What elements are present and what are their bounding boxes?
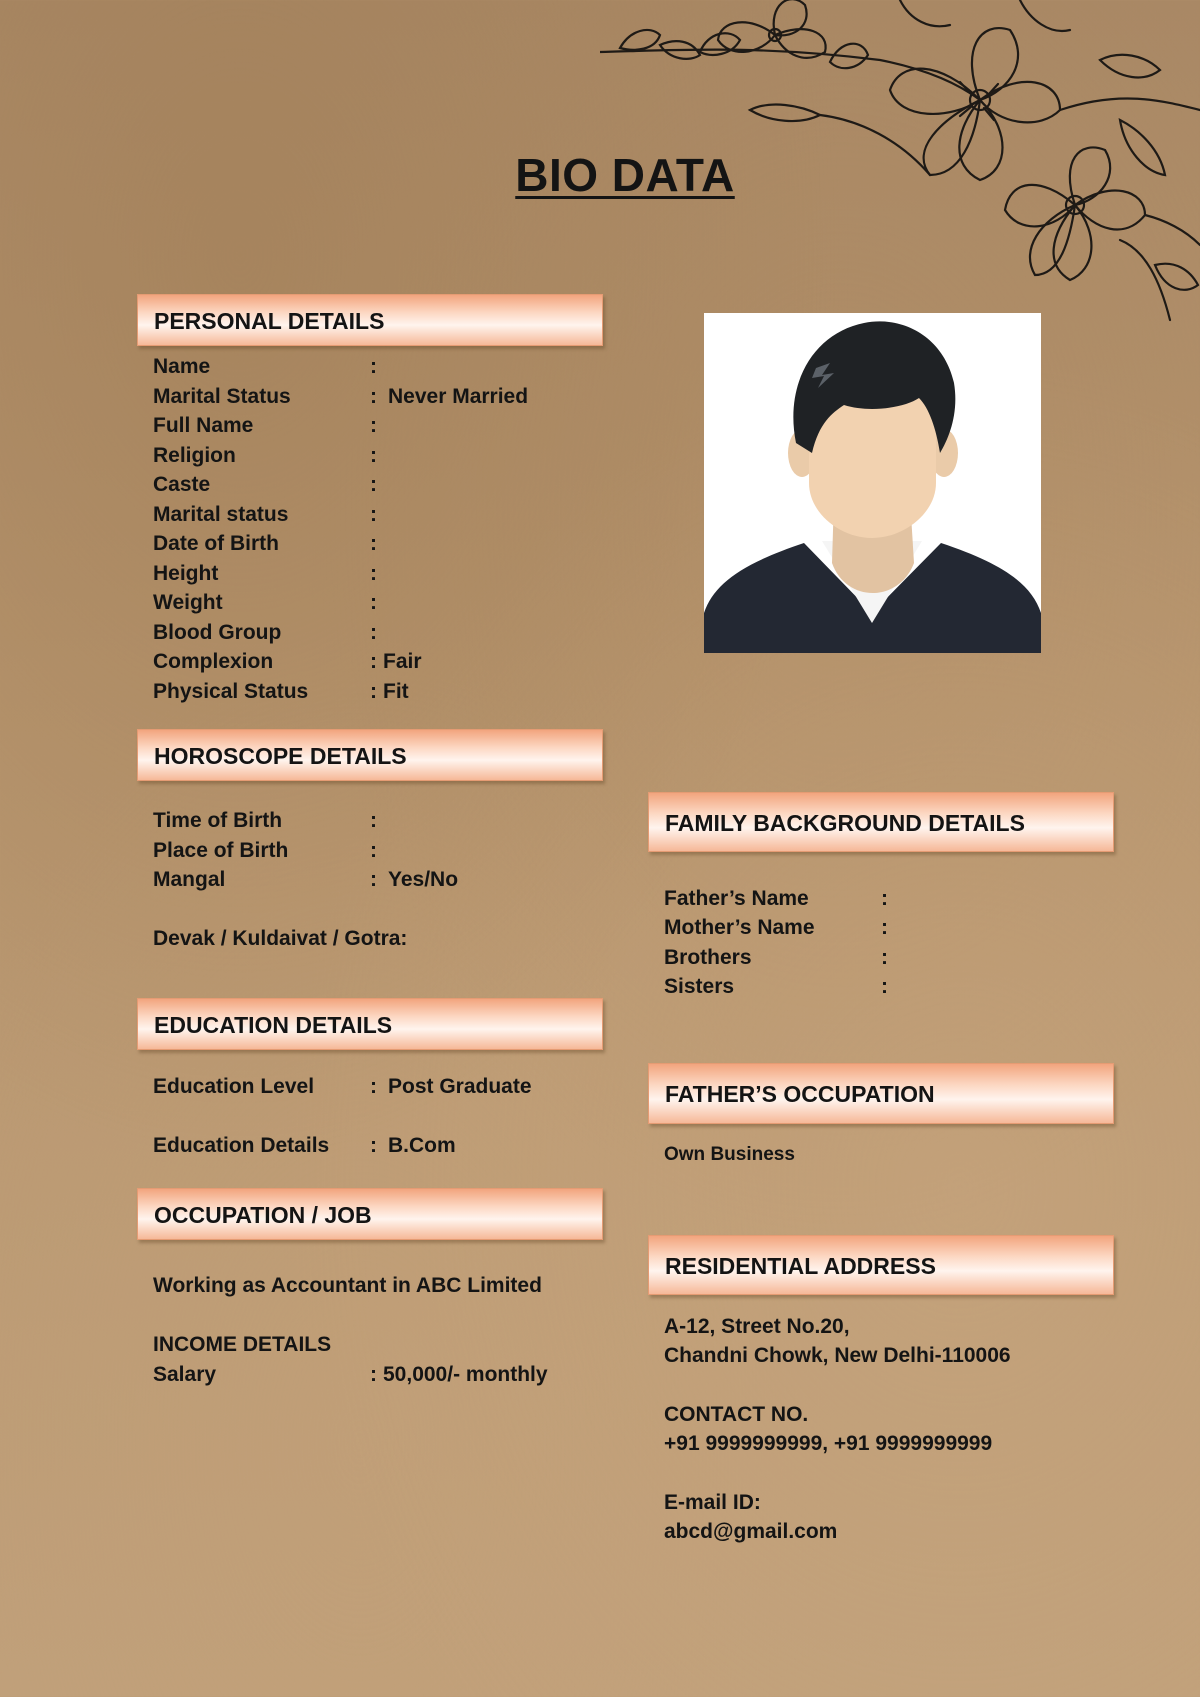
- label-date-of-birth: Date of Birth: [153, 532, 279, 555]
- colon: :: [370, 809, 377, 832]
- label-sisters: Sisters: [664, 975, 735, 998]
- label-salary: Salary: [153, 1363, 217, 1386]
- colon: :: [881, 887, 888, 910]
- section-header-father-occupation: FATHER’S OCCUPATION: [648, 1063, 1114, 1124]
- colon: :: [370, 680, 377, 703]
- label-full-name: Full Name: [153, 414, 254, 437]
- colon: :: [881, 946, 888, 969]
- label-time-of-birth: Time of Birth: [153, 809, 283, 832]
- colon: :: [370, 532, 377, 555]
- gotra-label: Devak / Kuldaivat / Gotra:: [153, 927, 408, 950]
- income-heading: INCOME DETAILS: [153, 1333, 332, 1356]
- label-caste: Caste: [153, 473, 211, 496]
- value-marital-status: Never Married: [388, 385, 529, 408]
- value-salary: 50,000/- monthly: [383, 1363, 548, 1386]
- avatar-icon: [704, 313, 1041, 653]
- colon: :: [370, 1134, 377, 1157]
- value-physical-status: Fit: [383, 680, 409, 703]
- label-mangal: Mangal: [153, 868, 226, 891]
- colon: :: [370, 1075, 377, 1098]
- colon: :: [370, 444, 377, 467]
- colon: :: [370, 650, 377, 673]
- colon: :: [370, 503, 377, 526]
- section-header-address: RESIDENTIAL ADDRESS: [648, 1235, 1114, 1295]
- occupation-description: Working as Accountant in ABC Limited: [153, 1274, 542, 1297]
- colon: :: [370, 621, 377, 644]
- value-education-level: Post Graduate: [388, 1075, 532, 1098]
- value-education-details: B.Com: [388, 1134, 456, 1157]
- label-height: Height: [153, 562, 219, 585]
- colon: :: [370, 385, 377, 408]
- colon: :: [370, 1363, 377, 1386]
- colon: :: [370, 868, 377, 891]
- contact-value: +91 9999999999, +91 9999999999: [664, 1432, 993, 1455]
- colon: :: [370, 355, 377, 378]
- label-religion: Religion: [153, 444, 236, 467]
- section-header-education: EDUCATION DETAILS: [137, 998, 603, 1050]
- label-blood-group: Blood Group: [153, 621, 282, 644]
- section-header-occupation: OCCUPATION / JOB: [137, 1188, 603, 1240]
- colon: :: [881, 975, 888, 998]
- colon: :: [370, 473, 377, 496]
- label-weight: Weight: [153, 591, 223, 614]
- colon: :: [370, 414, 377, 437]
- value-mangal: Yes/No: [388, 868, 459, 891]
- email-value[interactable]: abcd@gmail.com: [664, 1520, 838, 1543]
- label-marital-status: Marital Status: [153, 385, 291, 408]
- label-fathers-name: Father’s Name: [664, 887, 809, 910]
- colon: :: [370, 839, 377, 862]
- label-brothers: Brothers: [664, 946, 752, 969]
- email-label: E-mail ID:: [664, 1491, 761, 1514]
- label-education-details: Education Details: [153, 1134, 330, 1157]
- label-complexion: Complexion: [153, 650, 274, 673]
- section-header-personal: PERSONAL DETAILS: [137, 294, 603, 346]
- label-marital-status-2: Marital status: [153, 503, 289, 526]
- value-complexion: Fair: [383, 650, 422, 673]
- address-line-1: A-12, Street No.20,: [664, 1315, 850, 1338]
- label-mothers-name: Mother’s Name: [664, 916, 815, 939]
- section-header-horoscope: HOROSCOPE DETAILS: [137, 729, 603, 781]
- colon: :: [370, 562, 377, 585]
- label-name: Name: [153, 355, 211, 378]
- colon: :: [881, 916, 888, 939]
- colon: :: [370, 591, 377, 614]
- section-header-family: FAMILY BACKGROUND DETAILS: [648, 792, 1114, 852]
- contact-label: CONTACT NO.: [664, 1403, 809, 1426]
- profile-photo: [704, 313, 1041, 653]
- address-line-2: Chandni Chowk, New Delhi-110006: [664, 1344, 1011, 1367]
- label-education-level: Education Level: [153, 1075, 315, 1098]
- label-place-of-birth: Place of Birth: [153, 839, 289, 862]
- father-occupation-value: Own Business: [664, 1144, 795, 1165]
- label-physical-status: Physical Status: [153, 680, 309, 703]
- page-title: BIO DATA: [515, 149, 735, 201]
